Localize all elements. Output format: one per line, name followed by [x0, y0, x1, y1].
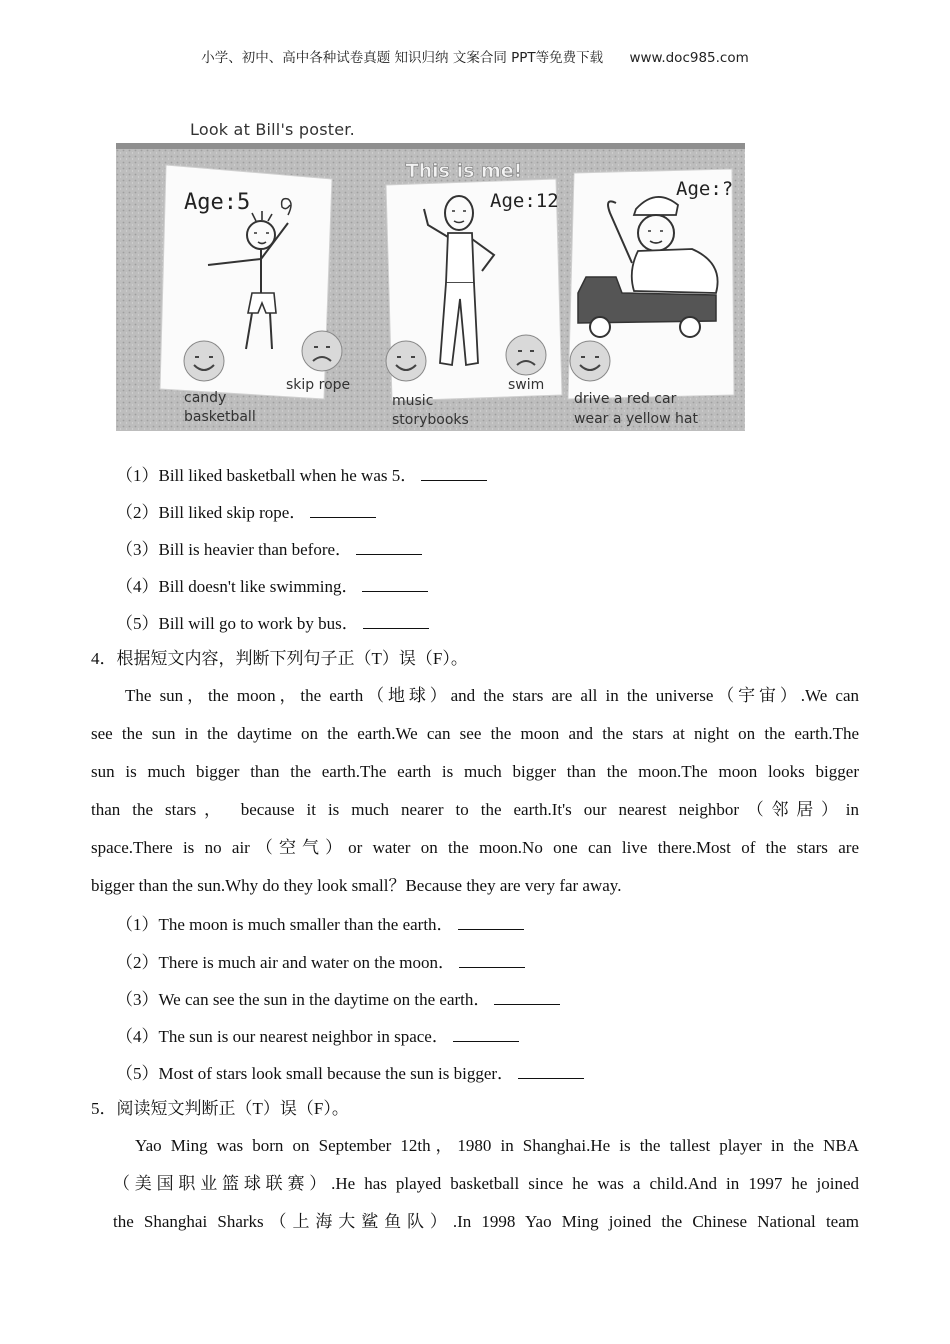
answer-blank[interactable] — [363, 612, 429, 629]
answer-blank[interactable] — [310, 501, 376, 518]
q4-heading: 4．根据短文内容，判断下列句子正（T）误（F）。 — [91, 649, 468, 668]
card-1-like: candy — [184, 390, 227, 406]
passage-line: space.There is no air（空气）or water on the moon.No one can live there.Most of the stars are — [91, 838, 859, 857]
q4-item-2: （2）There is much air and water on the moon． — [116, 951, 525, 973]
answer-blank[interactable] — [453, 1025, 519, 1042]
passage-line: sun is much bigger than the earth.The earth is much bigger than the moon.The moon looks bigger — [91, 762, 859, 781]
poster-card-age-5 — [160, 165, 350, 425]
q3-item-4: （4）Bill doesn't like swimming． — [116, 575, 428, 597]
passage-line: The sun，the moon，the earth（地球）and the stars are all in the universe（宇宙）.We can — [125, 686, 859, 705]
header-url[interactable]: www.doc985.com — [629, 50, 749, 66]
q5-heading: 5．阅读短文判断正（T）误（F）。 — [91, 1099, 349, 1118]
bill-poster-illustration — [116, 143, 745, 431]
q3-item-2: （2）Bill liked skip rope． — [116, 501, 376, 523]
card-1-dislike: skip rope — [286, 377, 351, 393]
card-3-happy-face — [570, 341, 610, 381]
poster-banner: This is me! — [405, 160, 523, 182]
passage-line: （美国职业篮球联赛）.He has played basketball since he was a child.And in 1997 he joined — [113, 1174, 859, 1193]
passage-line: see the sun in the daytime on the earth.We can see the moon and the stars at night on the earth.The — [91, 724, 859, 743]
answer-blank[interactable] — [494, 988, 560, 1005]
answer-blank[interactable] — [459, 951, 525, 968]
page-header — [0, 46, 950, 66]
card-2-age: Age:12 — [490, 190, 559, 212]
card-3-like: wear a yellow hat — [574, 411, 698, 427]
passage-line: Yao Ming was born on September 12th，1980 in Shanghai.He is the tallest player in the NBA — [135, 1136, 859, 1155]
q4-passage — [91, 677, 859, 905]
poster-card-age-12 — [386, 179, 562, 428]
card-2-happy-face — [386, 341, 426, 381]
answer-blank[interactable] — [421, 464, 487, 481]
q4-item-5: （5）Most of stars look small because the sun is bigger． — [116, 1062, 584, 1084]
poster-card-age-unknown — [568, 169, 734, 427]
card-1-happy-face — [184, 341, 224, 381]
header-text: 小学、初中、高中各种试卷真题 知识归纳 文案合同 PPT等免费下载 — [201, 50, 604, 66]
card-2-dislike: swim — [508, 377, 545, 393]
q5-passage — [91, 1127, 859, 1241]
card-2-sad-face — [506, 335, 546, 375]
card-3-like: drive a red car — [574, 391, 677, 407]
card-1-age: Age:5 — [184, 190, 251, 215]
card-1-like: basketball — [184, 409, 256, 425]
passage-line: the Shanghai Sharks（上海大鲨鱼队）.In 1998 Yao Ming joined the Chinese National team — [113, 1212, 859, 1231]
answer-blank[interactable] — [518, 1062, 584, 1079]
q3-item-3: （3）Bill is heavier than before． — [116, 538, 422, 560]
q4-item-3: （3）We can see the sun in the daytime on the earth． — [116, 988, 560, 1010]
poster-title: Look at Bill's poster. — [190, 120, 355, 139]
passage-line: than the stars， because it is much nearer to the earth.It's our nearest neighbor（邻居）in — [91, 800, 859, 819]
q4-item-1: （1）The moon is much smaller than the earth． — [116, 913, 524, 935]
passage-line: bigger than the sun.Why do they look small？Because they are very far away. — [91, 876, 622, 895]
card-1-sad-face — [302, 331, 342, 371]
card-2-like: storybooks — [392, 412, 469, 428]
card-2-like: music — [392, 393, 434, 409]
q4-item-4: （4）The sun is our nearest neighbor in space． — [116, 1025, 519, 1047]
answer-blank[interactable] — [458, 913, 524, 930]
q3-item-1: （1）Bill liked basketball when he was 5． — [116, 464, 487, 486]
answer-blank[interactable] — [362, 575, 428, 592]
q3-item-5: （5）Bill will go to work by bus． — [116, 612, 429, 634]
answer-blank[interactable] — [356, 538, 422, 555]
card-3-age: Age:? — [676, 178, 734, 200]
